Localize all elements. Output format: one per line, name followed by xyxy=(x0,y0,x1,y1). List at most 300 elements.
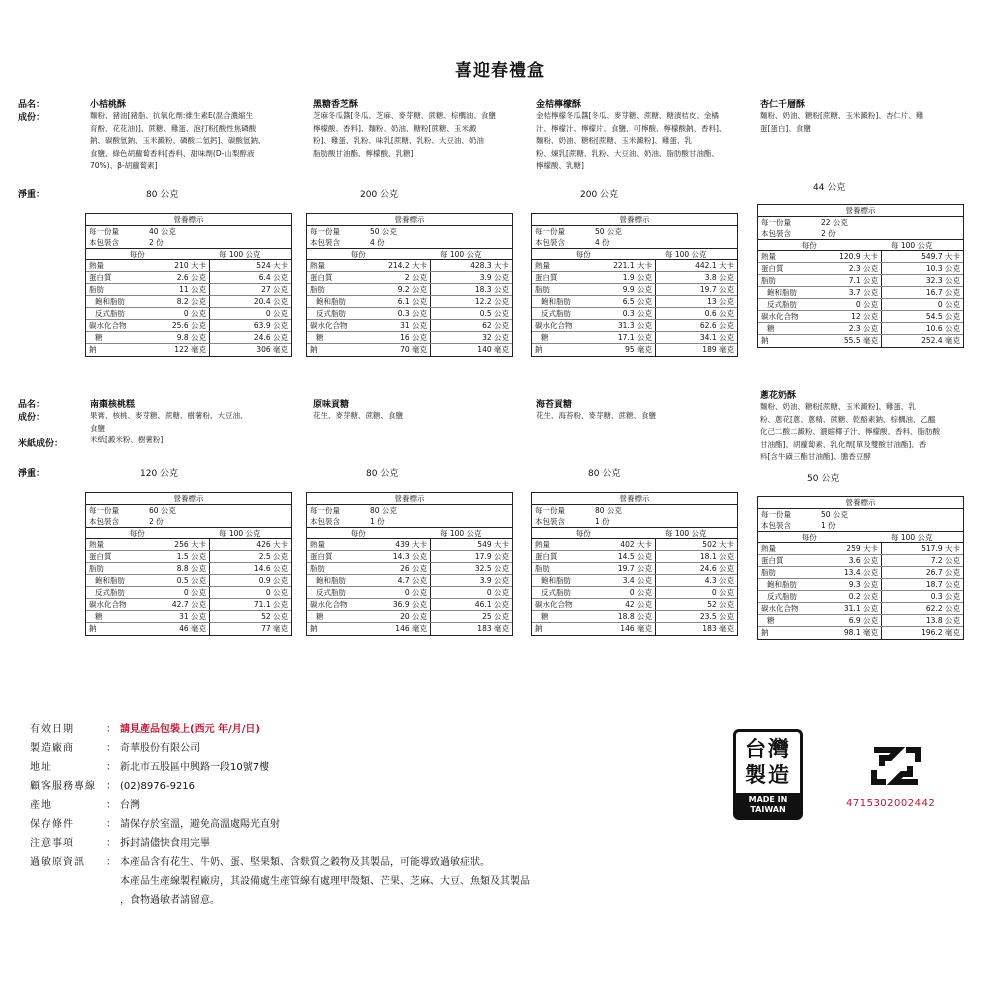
product-name: 小桔桃酥 xyxy=(90,100,127,110)
per-serving-value: 0 公克 xyxy=(824,299,882,310)
nutrition-caption: 營養標示 xyxy=(86,493,291,505)
per-100g-value: 27 公克 xyxy=(261,285,288,294)
per-serving-value: 3.6 公克 xyxy=(824,555,882,566)
per-100g-header: 每 100 公克 xyxy=(664,250,707,259)
nutrition-row xyxy=(86,611,291,623)
nutrient-name: 脂肪 xyxy=(89,285,104,294)
ingredient-line: 脂肪酸甘油酯、檸檬酸、乳糖] xyxy=(313,148,414,158)
nutrition-row xyxy=(532,332,737,344)
nutrient-name: 鈉 xyxy=(310,345,318,354)
serving-label: 每一份量 xyxy=(761,218,791,227)
nutrient-name: 鈉 xyxy=(89,345,97,354)
nutrient-name: 碳水化合物 xyxy=(535,600,573,609)
page-title: 喜迎春禮盒 xyxy=(455,61,545,81)
count-row xyxy=(307,237,512,248)
per-serving-value: 1.9 公克 xyxy=(598,272,656,283)
ingredient-line: 粉、蔥花[蔥、蔥精、蔗糖、乾酪素鈉、棕櫚油、乙醯 xyxy=(760,414,936,424)
nutrition-row xyxy=(758,567,963,579)
per-100g-value: 524 大卡 xyxy=(256,261,288,270)
per-serving-value: 42.7 公克 xyxy=(152,599,210,610)
per-100g-value: 442.1 大卡 xyxy=(695,261,734,270)
nutrition-row xyxy=(307,551,512,563)
per-serving-value: 2 公克 xyxy=(373,272,431,283)
nutrition-row xyxy=(86,575,291,587)
nutrition-row xyxy=(307,587,512,599)
nutrient-name: 鈉 xyxy=(535,624,543,633)
nutrition-row xyxy=(532,599,737,611)
nutrient-name: 反式脂肪 xyxy=(95,309,125,318)
per-100g-value: 0.9 公克 xyxy=(258,576,288,585)
nutrition-row xyxy=(758,323,963,335)
per-serving-value: 14.3 公克 xyxy=(373,551,431,562)
nutrient-name: 飽和脂肪 xyxy=(541,576,571,585)
nutrition-row xyxy=(86,563,291,575)
count-row xyxy=(758,520,963,531)
count-row xyxy=(532,237,737,248)
nutrient-name: 反式脂肪 xyxy=(767,300,797,309)
ingredient-line: 麵粉、奶油、糖粉[蔗糖、玉米澱粉]、杏仁片、雞 xyxy=(760,111,924,120)
nutrition-row xyxy=(758,543,963,555)
notice-value: 拆封請儘快食用完畢 xyxy=(120,838,210,849)
per-serving-value: 25.6 公克 xyxy=(152,320,210,331)
product-name: 黑糖香芝酥 xyxy=(313,100,359,110)
per-100g-value: 77 毫克 xyxy=(261,624,288,633)
per-100g-value: 23.5 公克 xyxy=(699,612,734,621)
per-100g-value: 517.9 大卡 xyxy=(921,544,960,553)
per-serving-value: 46 毫克 xyxy=(152,623,210,635)
per-100g-header: 每 100 公克 xyxy=(218,529,261,538)
maker-value: 奇華股份有限公司 xyxy=(120,743,200,754)
count-label: 本包裝含 xyxy=(310,517,340,526)
nutrient-name: 糖 xyxy=(316,612,324,621)
per-serving-value: 36.9 公克 xyxy=(373,599,431,610)
per-100g-value: 0 公克 xyxy=(265,588,288,597)
address-value: 新北市五股區中興路一段10號7樓 xyxy=(120,762,270,773)
nutrition-row xyxy=(86,272,291,284)
per-100g-value: 7.2 公克 xyxy=(930,556,960,565)
per-serving-value: 221.1 大卡 xyxy=(598,260,656,271)
per-100g-value: 549.7 大卡 xyxy=(921,252,960,261)
product-ingredients xyxy=(90,410,305,435)
per-serving-header: 每份 xyxy=(575,250,591,259)
logo-line-1: 台灣 xyxy=(745,737,791,761)
per-100g-header: 每 100 公克 xyxy=(439,529,482,538)
nutrition-row xyxy=(532,575,737,587)
count-row xyxy=(532,516,737,527)
per-serving-value: 122 毫克 xyxy=(152,344,210,356)
per-100g-value: 13 公克 xyxy=(707,297,734,306)
serving-size: 60 公克 xyxy=(149,506,176,515)
per-serving-value: 120.9 大卡 xyxy=(824,251,882,262)
per-serving-value: 95 毫克 xyxy=(598,344,656,356)
nutrition-row xyxy=(532,272,737,284)
per-serving-value: 2.3 公克 xyxy=(824,263,882,274)
allergen-line-2: 本產品生產線製程廠房，其設備處生產管線有處理甲殼類、芒果、芝麻、大豆、魚類及其製品 xyxy=(120,876,530,887)
per-serving-value: 9.3 公克 xyxy=(824,579,882,590)
nutrition-row xyxy=(86,320,291,332)
nutrient-name: 熱量 xyxy=(89,261,104,270)
per-100g-value: 20.4 公克 xyxy=(253,297,288,306)
nutrition-table xyxy=(757,496,964,640)
serving-count: 4 份 xyxy=(370,238,385,247)
maker-key: 製造廠商 xyxy=(30,743,74,754)
nutrition-table xyxy=(85,492,292,636)
ingredient-line: 汁、檸檬汁、檸檬片、食鹽、可檸酸、檸檬酸鈉、香料]、 xyxy=(536,123,727,133)
nutrient-name: 蛋白質 xyxy=(310,552,333,561)
ingredient-line: 化己二酸二澱粉、濃縮椰子汁、檸檬酸、香料、脂肪酸 xyxy=(760,427,940,436)
per-serving-header: 每份 xyxy=(350,529,366,538)
product-ingredients xyxy=(313,110,528,160)
per-serving-value: 3.7 公克 xyxy=(824,287,882,298)
per-100g-value: 18.3 公克 xyxy=(474,285,509,294)
per-100g-value: 32 公克 xyxy=(482,333,509,342)
nutrient-name: 飽和脂肪 xyxy=(95,576,125,585)
per-100g-value: 0.6 公克 xyxy=(704,309,734,318)
nutrient-name: 蛋白質 xyxy=(535,552,558,561)
serving-row xyxy=(758,509,963,520)
nutrition-caption: 營養標示 xyxy=(758,497,963,509)
per-serving-value: 6.1 公克 xyxy=(373,296,431,307)
per-100g-header: 每 100 公克 xyxy=(664,529,707,538)
barcode-number: 4715302002442 xyxy=(846,798,936,809)
serving-count: 2 份 xyxy=(149,517,164,526)
serving-count: 1 份 xyxy=(595,517,610,526)
per-serving-value: 7.1 公克 xyxy=(824,275,882,286)
per-100g-value: 18.7 公克 xyxy=(925,580,960,589)
column-header xyxy=(307,248,512,260)
ingredient-line: 麵粉、豬油[豬脂、抗氧化劑:維生素E(混合濃縮生 xyxy=(90,111,254,120)
per-100g-value: 71.1 公克 xyxy=(253,600,288,609)
per-100g-value: 62 公克 xyxy=(482,321,509,330)
per-serving-value: 6.5 公克 xyxy=(598,296,656,307)
nutrition-row xyxy=(86,344,291,356)
per-serving-value: 0.2 公克 xyxy=(824,591,882,602)
nutrient-name: 蛋白質 xyxy=(89,552,112,561)
nutrition-row xyxy=(307,575,512,587)
per-serving-value: 14.5 公克 xyxy=(598,551,656,562)
footer-info: 有效日期 ： 請見產品包裝上(西元 年/月/日) 製造廠商 ： 奇華股份有限公司 地址 ： 新北市五股區中興路一段10號7樓 顧客服務專線 ： (02)8976-9216 產地 ： 台灣 保存條件 ： 請保存於室溫，避免高溫處陽光直射 注意事項 ： 拆封請儘快食用完畢 過敏原資訊 ： 本產品含有花生、牛奶、蛋、堅果類、含麩質之穀物及其製品，可能導致過敏症狀。 本產品生產線製程廠房，其設備處生產管線有處理甲殼類、芒果、芝麻、大豆、魚類及其製品 ，食物過敏者請留意。 xyxy=(30,720,530,910)
per-serving-value: 2.3 公克 xyxy=(824,323,882,334)
per-serving-value: 4.7 公克 xyxy=(373,575,431,586)
nutrition-row xyxy=(758,591,963,603)
nutrient-name: 鈉 xyxy=(761,336,769,345)
serving-row xyxy=(86,505,291,516)
serving-label: 每一份量 xyxy=(761,510,791,519)
net-weight: 200 公克 xyxy=(580,190,619,200)
nutrition-row xyxy=(86,296,291,308)
serving-count: 2 份 xyxy=(149,238,164,247)
per-100g-value: 17.9 公克 xyxy=(474,552,509,561)
logo-line-2: 製造 xyxy=(745,763,791,787)
per-serving-header: 每份 xyxy=(801,533,817,542)
nutrient-name: 鈉 xyxy=(310,624,318,633)
per-100g-header: 每 100 公克 xyxy=(439,250,482,259)
nutrition-row xyxy=(758,311,963,323)
per-100g-value: 3.9 公克 xyxy=(479,576,509,585)
product-name: 蔥花奶酥 xyxy=(760,391,797,401)
ingredient-line: 料[含牛磺三酯甘油酯]、膽香豆酵 xyxy=(760,452,871,461)
column-header xyxy=(532,248,737,260)
count-row xyxy=(307,516,512,527)
recycle-icon xyxy=(868,744,924,792)
per-serving-value: 0 公克 xyxy=(152,308,210,319)
serving-row xyxy=(758,217,963,228)
nutrition-row xyxy=(532,296,737,308)
ingredient-line: 麵粉、奶油、糖粉[蔗糖、玉米澱粉]、雞蛋、乳 xyxy=(536,136,692,145)
nutrition-row xyxy=(532,563,737,575)
nutrient-name: 脂肪 xyxy=(761,276,776,285)
per-serving-value: 214.2 大卡 xyxy=(373,260,431,271)
nutrient-name: 鈉 xyxy=(761,628,769,637)
nutrition-table xyxy=(306,213,513,357)
net-weight: 80 公克 xyxy=(146,190,179,200)
per-serving-value: 31.3 公克 xyxy=(598,320,656,331)
per-100g-value: 18.1 公克 xyxy=(699,552,734,561)
per-serving-value: 0.3 公克 xyxy=(598,308,656,319)
nutrient-name: 蛋白質 xyxy=(761,264,784,273)
per-100g-value: 0 公克 xyxy=(486,588,509,597)
per-serving-value: 13.4 公克 xyxy=(824,567,882,578)
nutrition-row xyxy=(307,599,512,611)
nutrient-name: 碳水化合物 xyxy=(761,604,799,613)
column-header xyxy=(758,531,963,543)
per-serving-value: 2.6 公克 xyxy=(152,272,210,283)
net-weight-label: 淨重： xyxy=(18,190,46,200)
nutrient-name: 碳水化合物 xyxy=(535,321,573,330)
nutrient-name: 飽和脂肪 xyxy=(767,580,797,589)
per-serving-value: 31 公克 xyxy=(373,320,431,331)
serving-row xyxy=(86,226,291,237)
net-weight: 120 公克 xyxy=(140,469,179,479)
nutrition-row xyxy=(532,320,737,332)
per-serving-value: 8.8 公克 xyxy=(152,563,210,574)
nutrition-row xyxy=(532,284,737,296)
nutrient-name: 糖 xyxy=(767,616,775,625)
nutrition-row xyxy=(758,335,963,347)
nutrition-row xyxy=(532,308,737,320)
allergen-value: 本產品含有花生、牛奶、蛋、堅果類、含麩質之穀物及其製品，可能導致過敏症狀。 xyxy=(120,857,490,868)
per-100g-value: 52 公克 xyxy=(707,600,734,609)
per-serving-value: 256 大卡 xyxy=(152,539,210,550)
per-100g-header: 每 100 公克 xyxy=(890,533,933,542)
nutrient-name: 碳水化合物 xyxy=(310,321,348,330)
count-row xyxy=(86,237,291,248)
per-serving-value: 70 毫克 xyxy=(373,344,431,356)
per-serving-value: 6.9 公克 xyxy=(824,615,882,626)
nutrition-table xyxy=(306,492,513,636)
per-serving-value: 0 公克 xyxy=(152,587,210,598)
per-serving-value: 210 大卡 xyxy=(152,260,210,271)
per-100g-value: 502 大卡 xyxy=(702,540,734,549)
ingredient-line: 粉]、雞蛋、乳粉、味乳[蔗糖、乳粉、大豆油、奶油 xyxy=(313,136,484,145)
notice-key: 注意事項 xyxy=(30,838,74,849)
logo-en-2: TAIWAN xyxy=(750,805,786,814)
per-100g-value: 0.5 公克 xyxy=(479,309,509,318)
nutrition-caption: 營養標示 xyxy=(307,493,512,505)
nutrition-row xyxy=(758,615,963,627)
nutrient-name: 脂肪 xyxy=(89,564,104,573)
per-100g-value: 6.4 公克 xyxy=(258,273,288,282)
nutrient-name: 碳水化合物 xyxy=(761,312,799,321)
per-100g-value: 62.6 公克 xyxy=(699,321,734,330)
ingredient-line: 粉、煉乳[蔗糖、乳粉、大豆油、奶油、脂肪酸甘油酯、 xyxy=(536,148,719,158)
origin-value: 台灣 xyxy=(120,800,140,811)
ingredient-line: 檸檬酸、香料]、麵粉、奶油、糖粉[蔗糖、玉米澱 xyxy=(313,123,477,133)
nutrient-name: 飽和脂肪 xyxy=(316,297,346,306)
logo-en-1: MADE IN xyxy=(748,795,788,804)
ingredient-line: 蛋[蛋白]、食鹽 xyxy=(760,123,811,133)
per-100g-value: 428.3 大卡 xyxy=(470,261,509,270)
per-serving-value: 0.3 公克 xyxy=(373,308,431,319)
nutrition-row xyxy=(86,284,291,296)
count-label: 本包裝含 xyxy=(89,238,119,247)
per-100g-value: 189 毫克 xyxy=(702,345,734,354)
nutrient-name: 碳水化合物 xyxy=(89,321,127,330)
product-ingredients xyxy=(90,110,305,173)
nutrient-name: 糖 xyxy=(95,612,103,621)
nutrition-row xyxy=(532,551,737,563)
per-100g-value: 2.5 公克 xyxy=(258,552,288,561)
nutrient-name: 碳水化合物 xyxy=(310,600,348,609)
nutrition-row xyxy=(86,623,291,635)
ingredient-line: 芝麻冬瓜醬[冬瓜、芝麻、麥芽糖、蔗糖、棕櫚油、食鹽 xyxy=(313,111,496,120)
net-weight: 200 公克 xyxy=(360,190,399,200)
nutrient-name: 飽和脂肪 xyxy=(767,288,797,297)
per-serving-value: 31.1 公克 xyxy=(824,603,882,614)
nutrition-row xyxy=(86,599,291,611)
nutrient-name: 熱量 xyxy=(535,261,550,270)
per-100g-header: 每 100 公克 xyxy=(890,241,933,250)
nutrient-name: 鈉 xyxy=(89,624,97,633)
nutrient-name: 蛋白質 xyxy=(310,273,333,282)
serving-count: 4 份 xyxy=(595,238,610,247)
nutrition-row xyxy=(758,299,963,311)
nutrient-name: 糖 xyxy=(95,333,103,342)
nutrient-name: 糖 xyxy=(316,333,324,342)
net-weight: 44 公克 xyxy=(813,183,846,193)
per-serving-header: 每份 xyxy=(129,529,145,538)
per-100g-value: 19.7 公克 xyxy=(699,285,734,294)
nutrient-name: 蛋白質 xyxy=(761,556,784,565)
nutrient-name: 蛋白質 xyxy=(535,273,558,282)
per-serving-value: 3.4 公克 xyxy=(598,575,656,586)
serving-size: 50 公克 xyxy=(595,227,622,236)
nutrient-name: 熱量 xyxy=(310,540,325,549)
per-serving-value: 11 公克 xyxy=(152,284,210,295)
nutrition-row xyxy=(307,332,512,344)
per-serving-value: 31 公克 xyxy=(152,611,210,622)
per-100g-value: 10.3 公克 xyxy=(925,264,960,273)
per-100g-value: 140 毫克 xyxy=(477,345,509,354)
product-ingredients xyxy=(536,110,751,173)
per-100g-value: 252.4 毫克 xyxy=(921,336,960,345)
per-100g-value: 549 大卡 xyxy=(477,540,509,549)
nutrition-row xyxy=(307,308,512,320)
per-100g-value: 46.1 公克 xyxy=(474,600,509,609)
per-100g-value: 0.3 公克 xyxy=(930,592,960,601)
per-100g-value: 25 公克 xyxy=(482,612,509,621)
nutrition-row xyxy=(307,563,512,575)
per-serving-value: 17.1 公克 xyxy=(598,332,656,343)
nutrient-name: 反式脂肪 xyxy=(316,309,346,318)
service-key: 顧客服務專線 xyxy=(30,781,96,792)
per-100g-value: 62.2 公克 xyxy=(925,604,960,613)
nutrient-name: 熱量 xyxy=(535,540,550,549)
per-serving-value: 26 公克 xyxy=(373,563,431,574)
storage-value: 請保存於室溫，避免高溫處陽光直射 xyxy=(120,819,280,830)
nutrition-row xyxy=(532,260,737,272)
nutrition-row xyxy=(86,332,291,344)
serving-size: 80 公克 xyxy=(370,506,397,515)
per-serving-value: 19.7 公克 xyxy=(598,563,656,574)
ingredients-label: 成份： xyxy=(18,113,46,123)
column-header xyxy=(86,248,291,260)
ingredient-line: 花生、海苔粉、麥芽糖、蔗糖、食鹽 xyxy=(536,411,656,420)
nutrition-caption: 營養標示 xyxy=(532,493,737,505)
product-name: 南棗核桃糕 xyxy=(90,400,136,410)
nutrition-row xyxy=(307,539,512,551)
nutrition-row xyxy=(758,555,963,567)
address-key: 地址 xyxy=(30,762,52,773)
column-header xyxy=(86,527,291,539)
ingredient-line: 檸檬酸、乳糖] xyxy=(536,161,584,170)
nutrition-caption: 營養標示 xyxy=(86,214,291,226)
allergen-line-3: ，食物過敏者請留意。 xyxy=(120,895,220,906)
nutrition-row xyxy=(758,287,963,299)
ingredients-label-2: 成份： xyxy=(18,413,46,423)
nutrient-name: 熱量 xyxy=(89,540,104,549)
per-serving-value: 146 毫克 xyxy=(598,623,656,635)
nutrition-row xyxy=(532,611,737,623)
per-serving-value: 18.8 公克 xyxy=(598,611,656,622)
serving-size: 50 公克 xyxy=(821,510,848,519)
nutrition-row xyxy=(86,587,291,599)
ingredient-line: 花生、麥芽糖、蔗糖、食鹽 xyxy=(313,411,403,420)
product-ingredients xyxy=(760,401,980,464)
per-100g-value: 13.8 公克 xyxy=(925,616,960,625)
column-header xyxy=(307,527,512,539)
per-100g-value: 34.1 公克 xyxy=(699,333,734,342)
per-100g-value: 183 毫克 xyxy=(702,624,734,633)
per-serving-value: 146 毫克 xyxy=(373,623,431,635)
nutrient-name: 熱量 xyxy=(310,261,325,270)
nutrient-name: 飽和脂肪 xyxy=(541,297,571,306)
serving-count: 2 份 xyxy=(821,229,836,238)
made-in-taiwan-logo xyxy=(733,729,803,820)
serving-size: 40 公克 xyxy=(149,227,176,236)
per-100g-value: 0 公克 xyxy=(265,309,288,318)
ingredient-line: 鈉、碳酸氫鈉、玉米澱粉、磷酸二氫鈣]、碳酸氫鈉、 xyxy=(90,136,266,145)
per-100g-value: 426 大卡 xyxy=(256,540,288,549)
per-serving-header: 每份 xyxy=(350,250,366,259)
per-100g-value: 3.8 公克 xyxy=(704,273,734,282)
per-100g-value: 12.2 公克 xyxy=(474,297,509,306)
per-100g-value: 26.7 公克 xyxy=(925,568,960,577)
per-100g-value: 24.6 公克 xyxy=(253,333,288,342)
per-100g-value: 183 毫克 xyxy=(477,624,509,633)
nutrition-row xyxy=(307,284,512,296)
per-100g-value: 16.7 公克 xyxy=(925,288,960,297)
expiry-value: 請見產品包裝上(西元 年/月/日) xyxy=(120,724,260,735)
per-100g-value: 196.2 毫克 xyxy=(921,628,960,637)
nutrition-row xyxy=(307,272,512,284)
per-serving-value: 55.5 毫克 xyxy=(824,335,882,347)
per-100g-value: 306 毫克 xyxy=(256,345,288,354)
count-label: 本包裝含 xyxy=(89,517,119,526)
per-100g-value: 52 公克 xyxy=(261,612,288,621)
serving-label: 每一份量 xyxy=(89,227,119,236)
nutrition-row xyxy=(532,587,737,599)
